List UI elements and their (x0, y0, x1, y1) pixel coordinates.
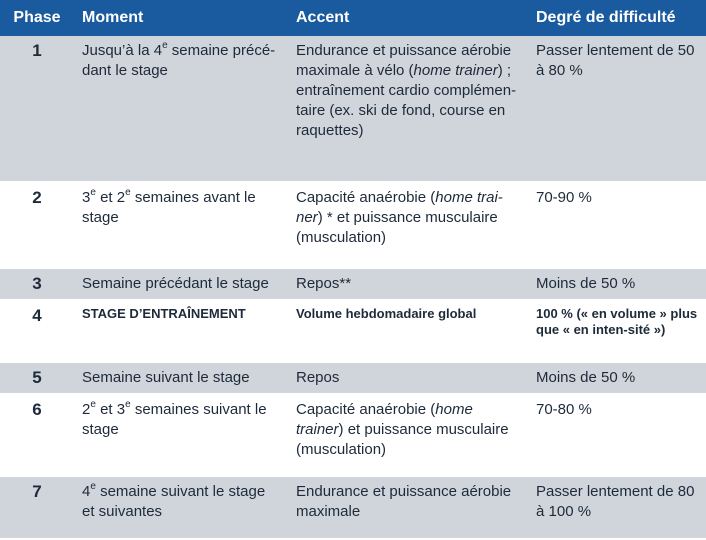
table-row (0, 394, 706, 476)
moment-cell: 3e et 2e semaines avant le stage (74, 182, 288, 268)
table-row (0, 268, 706, 300)
table-row (0, 476, 706, 539)
header-difficulty: Degré de difficulté (536, 9, 676, 26)
phase-number: 5 (0, 362, 74, 394)
moment-cell: Jusqu’à la 4e semaine précé-dant le stage (74, 36, 288, 182)
phase-number: 1 (0, 36, 74, 182)
table-row (0, 182, 706, 268)
accent-cell: Volume hebdomadaire global (288, 300, 528, 362)
difficulty-cell: 100 % (« en volume » plus que « en inten-sité ») (528, 300, 706, 362)
moment-cell: Semaine précédant le stage (74, 268, 288, 300)
accent-cell: Repos** (288, 268, 528, 300)
phase-number: 6 (0, 394, 74, 476)
phase-number: 7 (0, 476, 74, 539)
accent-cell: Endurance et puissance aérobie maximale (288, 476, 528, 539)
header-accent: Accent (296, 9, 350, 26)
header-phase: Phase (13, 9, 61, 26)
table-row (0, 300, 706, 362)
difficulty-cell: 70-80 % (528, 394, 706, 476)
difficulty-cell: Passer lentement de 50 à 80 % (528, 36, 706, 182)
phase-number: 2 (0, 182, 74, 268)
difficulty-cell: Moins de 50 % (528, 268, 706, 300)
difficulty-cell: 70-90 % (528, 182, 706, 268)
table-row (0, 36, 706, 182)
accent-cell: Capacité anaérobie (home trainer) et puissance musculaire (musculation) (288, 394, 528, 476)
phase-number: 4 (0, 300, 74, 362)
difficulty-cell: Moins de 50 % (528, 362, 706, 394)
phase-number: 3 (0, 268, 74, 300)
moment-cell: 4e semaine suivant le stage et suivantes (74, 476, 288, 539)
accent-cell: Capacité anaérobie (home trai-ner) * et puissance musculaire (musculation) (288, 182, 528, 268)
difficulty-cell: Passer lentement de 80 à 100 % (528, 476, 706, 539)
table-row (0, 362, 706, 394)
header-moment: Moment (82, 9, 144, 26)
table-header-row (0, 0, 706, 36)
accent-cell: Endurance et puissance aérobie maximale à vélo (home trainer) ; entraînement cardio complémen-taire (ex. ski de fond, course en raquettes) (288, 36, 528, 182)
moment-cell: STAGE D’ENTRAÎNEMENT (74, 300, 288, 362)
moment-cell: 2e et 3e semaines suivant le stage (74, 394, 288, 476)
accent-cell: Repos (288, 362, 528, 394)
moment-cell: Semaine suivant le stage (74, 362, 288, 394)
